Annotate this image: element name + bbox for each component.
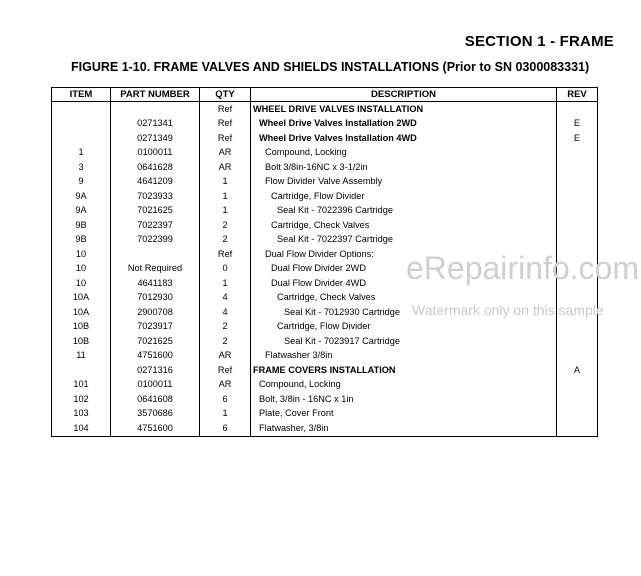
cell-qty: 6 [200, 392, 251, 407]
cell-rev: A [557, 363, 598, 378]
cell-part-number: 7023917 [111, 320, 200, 335]
cell-item [52, 117, 111, 132]
cell-qty: 4 [200, 305, 251, 320]
cell-qty: Ref [200, 363, 251, 378]
col-header-qty: QTY [200, 88, 251, 102]
cell-item: 10 [52, 276, 111, 291]
cell-qty: Ref [200, 117, 251, 132]
cell-qty: 4 [200, 291, 251, 306]
cell-rev [557, 160, 598, 175]
cell-part-number: 4751600 [111, 421, 200, 436]
table-row [52, 421, 598, 436]
cell-description: Dual Flow Divider 2WD [251, 262, 557, 277]
cell-description: Compound, Locking [251, 378, 557, 393]
cell-item: 9A [52, 204, 111, 219]
table-row [52, 349, 598, 364]
watermark-notice: Watermark only on this sample [412, 302, 604, 318]
cell-rev [557, 204, 598, 219]
cell-item [52, 363, 111, 378]
cell-part-number: 7021625 [111, 204, 200, 219]
cell-part-number: 0100011 [111, 146, 200, 161]
table-row [52, 378, 598, 393]
cell-part-number [111, 102, 200, 117]
cell-qty: 6 [200, 421, 251, 436]
cell-qty: 1 [200, 204, 251, 219]
cell-item: 9A [52, 189, 111, 204]
cell-description: Bolt 3/8in-16NC x 3-1/2in [251, 160, 557, 175]
cell-description: Bolt, 3/8in - 16NC x 1in [251, 392, 557, 407]
cell-qty: Ref [200, 102, 251, 117]
cell-item: 10B [52, 320, 111, 335]
table-row [52, 233, 598, 248]
cell-part-number: 7022397 [111, 218, 200, 233]
cell-part-number: 0100011 [111, 378, 200, 393]
cell-item: 3 [52, 160, 111, 175]
cell-qty: 2 [200, 334, 251, 349]
cell-part-number: 0641628 [111, 160, 200, 175]
cell-description: Flow Divider Valve Assembly [251, 175, 557, 190]
cell-qty: 2 [200, 218, 251, 233]
cell-part-number: 2900708 [111, 305, 200, 320]
cell-qty: AR [200, 160, 251, 175]
cell-rev [557, 378, 598, 393]
cell-description: Plate, Cover Front [251, 407, 557, 422]
cell-description: Seal Kit - 7022397 Cartridge [251, 233, 557, 248]
cell-part-number: 4641209 [111, 175, 200, 190]
cell-qty: Ref [200, 247, 251, 262]
cell-description: Dual Flow Divider Options: [251, 247, 557, 262]
cell-rev [557, 334, 598, 349]
cell-item: 11 [52, 349, 111, 364]
table-row [52, 189, 598, 204]
figure-title: FIGURE 1-10. FRAME VALVES AND SHIELDS INSTALLATIONS (Prior to SN 0300083331) [71, 60, 590, 74]
cell-qty: 0 [200, 262, 251, 277]
cell-part-number: 3570686 [111, 407, 200, 422]
cell-part-number: Not Required [111, 262, 200, 277]
cell-qty: AR [200, 349, 251, 364]
cell-item: 104 [52, 421, 111, 436]
cell-item: 9 [52, 175, 111, 190]
cell-description: Flatwasher, 3/8in [251, 421, 557, 436]
cell-description: Flatwasher 3/8in [251, 349, 557, 364]
table-row [52, 146, 598, 161]
cell-description: Dual Flow Divider 4WD [251, 276, 557, 291]
cell-item [52, 131, 111, 146]
section-title: SECTION 1 - FRAME [464, 33, 614, 50]
cell-qty: 1 [200, 189, 251, 204]
cell-item: 9B [52, 218, 111, 233]
table-header-row [52, 88, 598, 102]
cell-part-number: 0271316 [111, 363, 200, 378]
cell-description: Cartridge, Flow Divider [251, 189, 557, 204]
cell-description: Cartridge, Flow Divider [251, 320, 557, 335]
cell-description: Seal Kit - 7012930 Cartridge [251, 305, 557, 320]
cell-rev [557, 392, 598, 407]
cell-description: Wheel Drive Valves Installation 2WD [251, 117, 557, 132]
cell-qty: AR [200, 378, 251, 393]
cell-description: Seal Kit - 7022396 Cartridge [251, 204, 557, 219]
table-row [52, 160, 598, 175]
cell-rev [557, 175, 598, 190]
cell-description: Cartridge, Check Valves [251, 291, 557, 306]
cell-item: 10A [52, 305, 111, 320]
cell-part-number: 7021625 [111, 334, 200, 349]
table-row [52, 407, 598, 422]
cell-qty: 2 [200, 320, 251, 335]
cell-item: 101 [52, 378, 111, 393]
cell-item: 103 [52, 407, 111, 422]
cell-description: Seal Kit - 7023917 Cartridge [251, 334, 557, 349]
cell-item: 10 [52, 247, 111, 262]
watermark-brand: eRepairinfo.com [406, 250, 639, 286]
cell-qty: AR [200, 146, 251, 161]
cell-rev: E [557, 117, 598, 132]
col-header-part-number: PART NUMBER [111, 88, 200, 102]
cell-description: WHEEL DRIVE VALVES INSTALLATION [251, 102, 557, 117]
table-row [52, 117, 598, 132]
cell-item: 10A [52, 291, 111, 306]
cell-item: 9B [52, 233, 111, 248]
cell-item [52, 102, 111, 117]
cell-description: Wheel Drive Valves Installation 4WD [251, 131, 557, 146]
table-row [52, 218, 598, 233]
cell-part-number: 4641183 [111, 276, 200, 291]
table-row [52, 320, 598, 335]
cell-item: 1 [52, 146, 111, 161]
cell-rev [557, 349, 598, 364]
cell-rev [557, 320, 598, 335]
table-row [52, 363, 598, 378]
col-header-item: ITEM [52, 88, 111, 102]
cell-part-number: 0641608 [111, 392, 200, 407]
cell-qty: 1 [200, 407, 251, 422]
cell-item: 10B [52, 334, 111, 349]
cell-rev [557, 233, 598, 248]
cell-description: Compound, Locking [251, 146, 557, 161]
cell-rev [557, 218, 598, 233]
cell-qty: 2 [200, 233, 251, 248]
cell-part-number: 0271349 [111, 131, 200, 146]
table-row [52, 102, 598, 117]
cell-part-number [111, 247, 200, 262]
cell-qty: 1 [200, 175, 251, 190]
cell-part-number: 4751600 [111, 349, 200, 364]
table-row [52, 334, 598, 349]
table-row [52, 131, 598, 146]
col-header-rev: REV [557, 88, 598, 102]
cell-rev [557, 189, 598, 204]
table-row [52, 204, 598, 219]
cell-rev: E [557, 131, 598, 146]
cell-part-number: 7023933 [111, 189, 200, 204]
cell-description: Cartridge, Check Valves [251, 218, 557, 233]
cell-part-number: 7022399 [111, 233, 200, 248]
cell-qty: Ref [200, 131, 251, 146]
cell-part-number: 0271341 [111, 117, 200, 132]
cell-rev [557, 146, 598, 161]
table-row [52, 392, 598, 407]
col-header-description: DESCRIPTION [251, 88, 557, 102]
cell-rev [557, 421, 598, 436]
cell-item: 102 [52, 392, 111, 407]
cell-description: FRAME COVERS INSTALLATION [251, 363, 557, 378]
table-row [52, 175, 598, 190]
cell-part-number: 7012930 [111, 291, 200, 306]
cell-qty: 1 [200, 276, 251, 291]
cell-rev [557, 407, 598, 422]
cell-rev [557, 102, 598, 117]
cell-item: 10 [52, 262, 111, 277]
